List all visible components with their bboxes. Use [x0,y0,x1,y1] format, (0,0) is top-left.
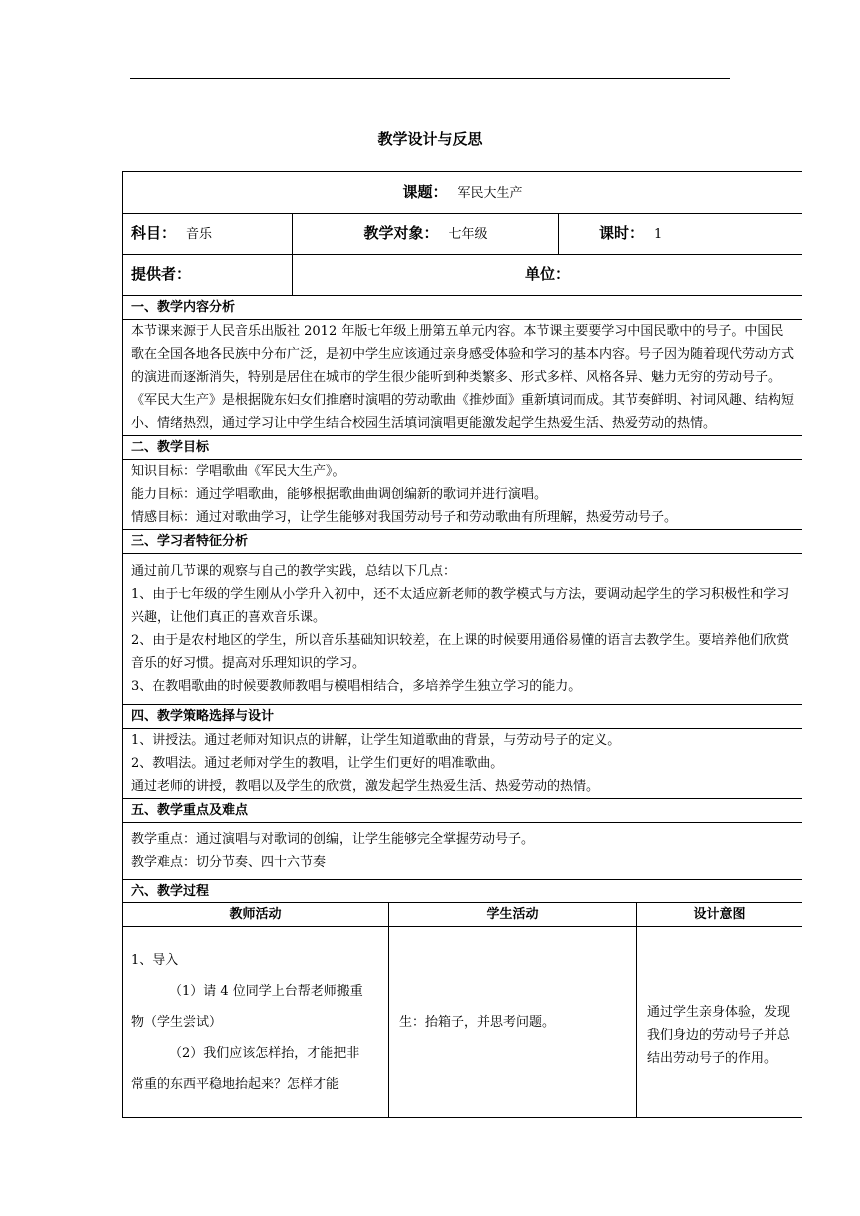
section-1-title-row [123,296,803,320]
lesson-plan-table [122,171,802,903]
section-2-body [123,460,803,530]
lesson-plan-table-frame [122,171,802,1139]
design-intent-text: 通过学生亲身体验，发现我们身边的劳动号子并总结出劳动号子的作用。 [647,1004,791,1066]
process-table [122,902,802,1118]
header-teacher-activity: 教师活动 [123,903,389,927]
section-4-title: 四、教学策略选择与设计 [123,705,803,729]
student-activity-text: 生：抬箱子，并思考问题。 [399,1014,556,1030]
section-4-body [123,729,803,799]
section-2-title-row [123,436,803,460]
design-intent-cell [637,927,803,1118]
lesson-label: 课题： [402,182,448,201]
unit-cell [293,255,803,296]
target-label: 教学对象： [363,224,439,242]
section-2-body-row [123,460,803,530]
header-rule [130,78,730,79]
section-4-body-row [123,729,803,799]
teacher-item-1-cont: 物（学生尝试） [131,1014,223,1030]
subject-label: 科目： [131,224,177,242]
learner-point-3: 3、在教唱歌曲的时候要教师教唱与模唱相结合，多培养学生独立学习的能力。 [131,679,582,694]
section-3-title-row [123,530,803,554]
section-5-title: 五、教学重点及难点 [123,799,803,823]
target-value: 七年级 [448,227,488,242]
subject-cell [123,214,293,255]
lesson-cell [123,172,803,214]
hours-value: 1 [654,227,663,242]
provider-row [123,255,803,296]
lesson-row [123,172,803,214]
section-1-body-row [123,320,803,436]
key-point: 教学重点：通过演唱与对歌词的创编，让学生能够完全掌握劳动号子。 [131,832,535,847]
section-5-title-row [123,799,803,823]
teacher-item-2: （2）我们应该怎样抬，才能把非 [169,1045,360,1061]
student-activity-cell [389,927,637,1118]
objective-emotion: 情感目标：通过对歌曲学习，让学生能够对我国劳动号子和劳动歌曲有所理解，热爱劳动号子。 [131,510,678,525]
teacher-step-1: 1、导入 [131,952,179,968]
strategy-summary: 通过老师的讲授，教唱以及学生的欣赏，激发起学生热爱生活、热爱劳动的热情。 [131,779,600,794]
section-6-title-row [123,880,803,904]
header-design-intent: 设计意图 [637,903,803,927]
lesson-value: 军民大生产 [457,185,523,201]
learner-point-1: 1、由于七年级的学生刚从小学升入初中，还不太适应新老师的教学模式与方法，要调动起学生的学习积极性和学习兴趣，让他们真正的喜欢音乐课。 [131,587,790,625]
section-2-title: 二、教学目标 [123,436,803,460]
section-6-title: 六、教学过程 [123,880,803,904]
objective-ability: 能力目标：通过学唱歌曲，能够根据歌曲曲调创编新的歌词并进行演唱。 [131,487,548,502]
target-cell [293,214,559,255]
difficult-point: 教学难点：切分节奏、四十六节奏 [131,855,327,870]
subject-value: 音乐 [186,227,213,242]
provider-cell [123,255,293,296]
unit-label: 单位： [524,265,570,283]
section-1-body [123,320,803,436]
strategy-1: 1、讲授法。通过老师对知识点的讲解，让学生知道歌曲的背景，与劳动号子的定义。 [131,733,621,748]
process-header-row [123,903,803,927]
section-3-body-row [123,554,803,705]
teacher-item-2-cont: 常重的东西平稳地抬起来？怎样才能 [131,1076,340,1092]
teacher-activity-cell [123,927,389,1118]
objective-knowledge: 知识目标：学唱歌曲《军民大生产》。 [131,464,346,479]
learner-intro: 通过前几节课的观察与自己的教学实践，总结以下几点： [131,564,457,579]
section-5-body [123,823,803,880]
learner-point-2: 2、由于是农村地区的学生，所以音乐基础知识较差，在上课的时候要用通俗易懂的语言去教学生。要培养他们欣赏音乐的好习惯。提高对乐理知识的学习。 [131,633,790,671]
section-3-title: 三、学习者特征分析 [123,530,803,554]
meta-row [123,214,803,255]
teacher-item-1: （1）请 4 位同学上台帮老师搬重 [169,983,363,999]
header-student-activity: 学生活动 [389,903,637,927]
section-1-title: 一、教学内容分析 [123,296,803,320]
hours-label: 课时： [599,224,645,242]
section-3-body [123,554,803,705]
process-row [123,927,803,1118]
hours-cell [559,214,803,255]
section-1-text: 本节课来源于人民音乐出版社 2012 年版七年级上册第五单元内容。本节课主要要学习中国民歌中的号子。中国民歌在全国各地各民族中分布广泛，是初中学生应该通过亲身感受体验和学习的基本内容。号子因为随着现代劳动方式的演进而逐渐消失，特别是居住在城市的学生很少能听到种类繁多、形式多样、风格各异、魅力无穷的劳动号子。《军民大生产》是根据陇东妇女们推磨时演唱的劳动歌曲《推炒面》重新填词而成。其节奏鲜明、衬词风趣、结构短小、情绪热烈，通过学习让中学生结合校园生活填词演唱更能激发起学生热爱生活、热爱劳动的热情。 [131,324,795,431]
document-title: 教学设计与反思 [377,130,483,148]
section-5-body-row [123,823,803,880]
provider-label: 提供者： [131,265,192,283]
section-4-title-row [123,705,803,729]
strategy-2: 2、教唱法。通过老师对学生的教唱，让学生们更好的唱准歌曲。 [131,756,504,771]
